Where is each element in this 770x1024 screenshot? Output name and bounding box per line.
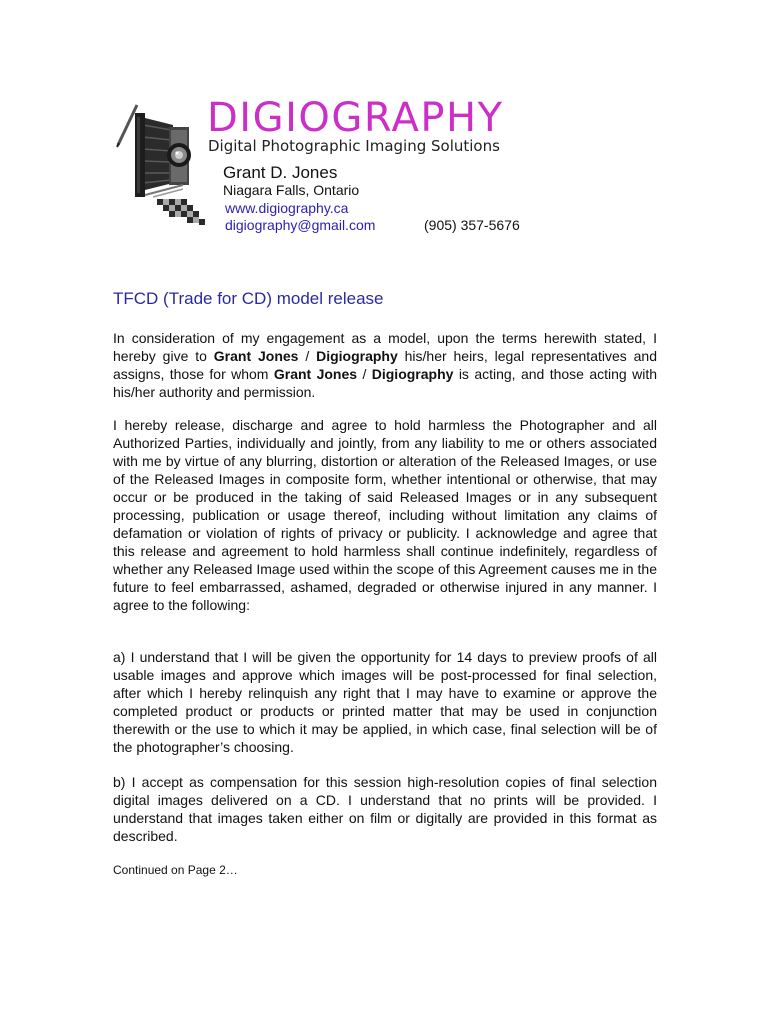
paragraph-text: his/her heirs, legal representatives and assigns, those for whom bbox=[113, 348, 657, 382]
camera-logo-icon bbox=[113, 97, 213, 225]
brand-tagline: Digital Photographic Imaging Solutions bbox=[208, 137, 500, 155]
paragraph-text: In consideration of my engagement as a model, upon the terms herewith stated, I hereby give to bbox=[113, 330, 657, 364]
brand-name: DIGIOGRAPHY bbox=[207, 95, 504, 141]
document-title: TFCD (Trade for CD) model release bbox=[113, 289, 384, 308]
contact-location: Niagara Falls, Ontario bbox=[223, 182, 360, 198]
paragraph-clause-b: b) I accept as compensation for this session high-resolution copies of final selection digital images delivered on a CD. I understand that no prints will be provided. I understand that images taken either on film or digitally are provided in this format as described. bbox=[113, 774, 657, 844]
contact-name: Grant D. Jones bbox=[223, 163, 338, 182]
website-link[interactable]: www.digiography.ca bbox=[225, 200, 349, 216]
bold-company: Digiography bbox=[371, 366, 454, 382]
contact-phone: (905) 357-5676 bbox=[424, 217, 520, 233]
paragraph-clause-a: a) I understand that I will be given the opportunity for 14 days to preview proofs of all usable images and approve which images will be post-processed for final selection, after which I hereby relinquish any right that I may have to examine or approve the completed product or products or printed matter that may be used in conjunction therewith or the use to which it may be applied, in which case, final selection will be of the photographer’s choosing. bbox=[113, 649, 657, 755]
bold-name: Grant Jones bbox=[213, 348, 299, 364]
continued-note: Continued on Page 2… bbox=[113, 863, 238, 877]
bold-company: Digiography bbox=[316, 348, 398, 364]
email-link[interactable]: digiography@gmail.com bbox=[225, 217, 376, 233]
separator: / bbox=[357, 366, 372, 382]
paragraph-release: I hereby release, discharge and agree to hold harmless the Photographer and all Authorized Parties, individually and jointly, from any liability to me or others associated with me by virtue of any blurring, distortion or alteration of the Released Images, or use of the Released Images in composite form, whether intentional or otherwise, that may occur or be produced in the taking of said Released Images or in any subsequent processing, publication or usage thereof, including without limitation any claims of defamation or violation of rights of privacy or publicity. I acknowledge and agree that this release and agreement to hold harmless shall continue indefinitely, regardless of whether any Released Image used within the scope of this Agreement causes me in the future to feel embarrassed, ashamed, degraded or otherwise injured in any manner. I agree to the following: bbox=[113, 417, 657, 613]
bold-name: Grant Jones bbox=[273, 366, 358, 382]
separator: / bbox=[298, 348, 317, 364]
paragraph-text: is acting, and those acting with his/her authority and permission. bbox=[113, 366, 657, 400]
paragraph-engagement bbox=[113, 329, 657, 401]
